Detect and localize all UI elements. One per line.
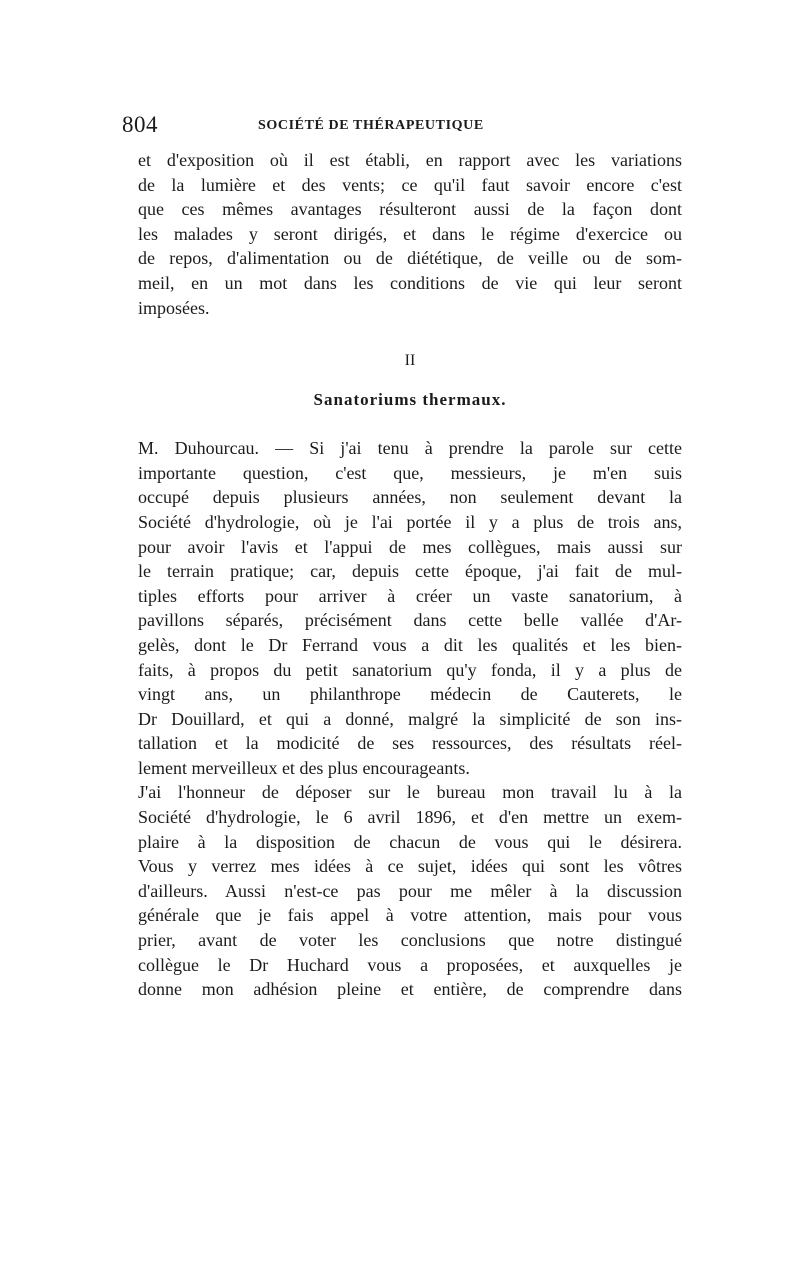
book-page — [122, 112, 682, 1002]
running-title: SOCIÉTÉ DE THÉRAPEUTIQUE — [258, 118, 484, 133]
text-line: donne mon adhésion pleine et entière, de comprendre dans — [138, 979, 682, 1000]
text-line: lement merveilleux et des plus encourageants. — [138, 757, 470, 778]
paragraph-2 — [138, 436, 682, 780]
text-line: tallation et la modicité de ses ressources, des résultats réel- — [138, 733, 682, 754]
text-line: Société d'hydrologie, où je l'ai portée il y a plus de trois ans, — [138, 511, 682, 532]
text-line: plaire à la disposition de chacun de vous qui le désirera. — [138, 831, 682, 852]
text-line: faits, à propos du petit sanatorium qu'y fonda, il y a plus de — [138, 659, 682, 680]
text-line: vingt ans, un philanthrope médecin de Cauterets, le — [138, 684, 682, 705]
section-number: II — [404, 352, 416, 370]
text-line: d'ailleurs. Aussi n'est-ce pas pour me mêler à la discussion — [138, 880, 682, 901]
text-line: le terrain pratique; car, depuis cette époque, j'ai fait de mul- — [138, 561, 682, 582]
paragraph-3 — [138, 780, 682, 1001]
text-line: importante question, c'est que, messieurs, je m'en suis — [138, 462, 682, 483]
text-line: prier, avant de voter les conclusions que notre distingué — [138, 930, 682, 951]
text-line: pavillons séparés, précisément dans cette belle vallée d'Ar- — [138, 610, 682, 631]
text-line: de la lumière et des vents; ce qu'il faut savoir encore c'est — [138, 174, 682, 195]
page-number: 804 — [122, 112, 158, 137]
text-line: occupé depuis plusieurs années, non seulement devant la — [138, 487, 682, 508]
paragraph-1 — [138, 148, 682, 320]
text-line: imposées. — [138, 297, 210, 318]
text-line: gelès, dont le Dr Ferrand vous a dit les qualités et les bien- — [138, 634, 682, 655]
running-head — [122, 112, 682, 140]
text-line: et d'exposition où il est établi, en rapport avec les variations — [138, 150, 682, 170]
text-line: de repos, d'alimentation ou de diététique, de veille ou de som- — [138, 248, 682, 269]
text-line: les malades y seront dirigés, et dans le régime d'exercice ou — [138, 223, 682, 244]
text-line: Vous y verrez mes idées à ce sujet, idées qui sont les vôtres — [138, 856, 682, 877]
text-line: J'ai l'honneur de déposer sur le bureau mon travail lu à la — [138, 782, 682, 803]
text-line: meil, en un mot dans les conditions de vie qui leur seront — [138, 272, 682, 293]
text-line: que ces mêmes avantages résulteront aussi de la façon dont — [138, 199, 682, 220]
section-title: Sanatoriums thermaux. — [313, 390, 507, 410]
text-line: M. Duhourcau. — Si j'ai tenu à prendre la parole sur cette — [138, 438, 682, 459]
text-line: Dr Douillard, et qui a donné, malgré la simplicité de son ins- — [138, 708, 682, 729]
text-line: générale que je fais appel à votre attention, mais pour vous — [138, 905, 682, 926]
text-line: pour avoir l'avis et l'appui de mes collègues, mais aussi sur — [138, 536, 682, 557]
text-line: tiples efforts pour arriver à créer un vaste sanatorium, à — [138, 585, 682, 606]
text-line: collègue le Dr Huchard vous a proposées, et auxquelles je — [138, 954, 682, 975]
text-line: Société d'hydrologie, le 6 avril 1896, et d'en mettre un exem- — [138, 807, 682, 828]
